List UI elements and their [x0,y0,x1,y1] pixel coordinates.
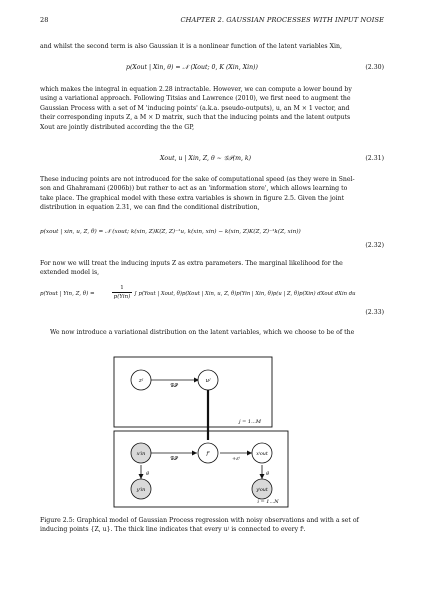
edge-label-g-right: g [266,470,270,476]
equation-2-31: Xout, u | Xin, Z, θ ∼ 𝒢𝒫(m, k) [160,155,252,162]
paragraph-2-line: which makes the integral in equation 2.28 intractable. However, we can compute a lower bound by [40,86,352,93]
plate-inducing [114,357,272,427]
paragraph-4-line: For now we will treat the inducing inputs Z as extra parameters. The marginal likelihood for the [40,260,343,267]
fraction-numerator: 1 [112,285,132,293]
equation-2-32-number: (2.32) [365,242,384,249]
paragraph-3-line: These inducing points are not introduced for the sake of computational speed (as they were in Snel- [40,176,355,183]
equation-2-31-number: (2.31) [365,155,384,162]
edge-label-gp-bottom: 𝒢𝒫 [170,456,178,462]
paragraph-2-line: using a variational approach. Following Titsias and Lawrence (2010), we first need to augment the [40,95,351,103]
edge-label-noise: +εⁱ [232,456,240,462]
paragraph-3-line: take place. The graphical model with these extra variables is shown in figure 2.5. Given the joint [40,194,345,202]
node-u-label: uʲ [205,378,211,384]
equation-2-33-number: (2.33) [365,309,384,316]
equation-2-30: p(Xout | Xin, θ) = 𝒩 (Xout; 0, K (Xin, Xin)) [126,64,258,71]
fraction-denominator: p(Yin) [113,294,131,300]
chapter-title: CHAPTER 2. GAUSSIAN PROCESSES WITH INPUT NOISE [180,16,384,24]
figure-caption [40,516,384,534]
paragraph-2-line: Gaussian Process with a set of M 'inducing points' (a.k.a. pseudo-outputs), u, an M × 1 vector, and [40,104,350,112]
equation-2-32: p(xout | xin, u, Z, θ) = 𝒩 (xout; k(xin, Z)K(Z, Z)⁻¹u, k(xin, xin) − k(xin, Z)K(Z, Z)⁻¹k(Z, xin)) [40,229,301,235]
paragraph-2-line: their corresponding inputs Z, a M × D matrix, such that the inducing points and the latent outputs [40,114,351,122]
paragraph-4-line: extended model is, [40,269,100,277]
node-xin-label: xⁱin [136,451,146,457]
paragraph-1-line: and whilst the second term is also Gaussian it is a nonlinear function of the latent variables Xin, [40,43,342,50]
paragraph-3-line: son and Ghahramani (2006b)) but rather to act as an 'information store', which allows learning to [40,185,348,193]
paragraph-2-line: Xout are jointly distributed according the the GP, [40,123,195,131]
caption-line: inducing points {Z, u}. The thick line indicates that every uʲ is connected to every fⁱ. [40,526,306,534]
caption-line: Figure 2.5: Graphical model of Gaussian Process regression with noisy observations and with a set of [40,517,359,524]
node-z-label: zʲ [138,378,144,384]
plate-label-inducing: j = 1...M [239,419,261,425]
equation-2-33-lhs: p(Yout | Yin, Z, θ) = [40,291,95,297]
node-xout-label: xⁱout [256,452,268,457]
paragraph-5-line: We now introduce a variational distribution on the latent variables, which we choose to be of the [50,329,355,336]
edge-label-g-left: g [146,470,150,476]
node-f-label: fⁱ [206,451,210,457]
edge-label-gp-top: 𝒢𝒫 [170,383,178,389]
plate-label-data: i = 1...N [257,499,279,505]
node-yin-label: yⁱin [136,487,146,493]
node-yout-label: yⁱout [256,488,268,493]
page-number: 28 [40,16,49,24]
equation-2-30-number: (2.30) [365,64,384,71]
paragraph-3-line: distribution in equation 2.31, we can find the conditional distribution, [40,204,260,212]
equation-2-33-rhs: ∫ p(Yout | Xout, θ)p(Xout | Xin, u, Z, θ)p(Yin | Xin, θ)p(u | Z, θ)p(Xin) dXout dXin du [134,291,356,297]
